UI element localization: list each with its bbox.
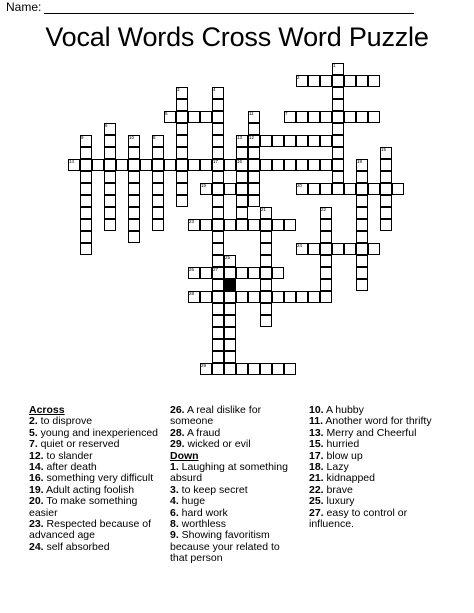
clue-text: quiet or reserved bbox=[37, 438, 120, 451]
grid-cell[interactable] bbox=[212, 135, 224, 147]
grid-cell[interactable] bbox=[212, 219, 224, 231]
grid-cell[interactable] bbox=[152, 183, 164, 195]
grid-cell[interactable] bbox=[212, 315, 224, 327]
clue-number-label: 28 bbox=[189, 291, 195, 296]
clue-text: huge bbox=[178, 495, 206, 508]
grid-cell[interactable] bbox=[80, 243, 92, 255]
grid-cell[interactable] bbox=[296, 111, 308, 123]
grid-cell[interactable] bbox=[272, 267, 284, 279]
clue-text: to keep secret bbox=[178, 483, 248, 496]
grid-cell[interactable] bbox=[200, 219, 212, 231]
grid-cell[interactable] bbox=[332, 111, 344, 123]
grid-cell[interactable] bbox=[248, 363, 260, 375]
grid-cell[interactable] bbox=[140, 159, 152, 171]
clue-text: young and inexperienced bbox=[37, 426, 159, 439]
clue-number-label: 1 bbox=[333, 63, 336, 68]
clue-text: blow up bbox=[323, 449, 363, 462]
grid-cell[interactable] bbox=[296, 291, 308, 303]
clue-text: kidnapped bbox=[323, 472, 375, 485]
clue-number: 14. bbox=[29, 461, 44, 474]
clue-number-label: 5 bbox=[165, 111, 168, 116]
clue-heading: Down bbox=[170, 449, 199, 462]
black-cell bbox=[224, 279, 236, 291]
grid-cell[interactable] bbox=[260, 267, 272, 279]
grid-cell[interactable] bbox=[200, 291, 212, 303]
clue-number: 10. bbox=[309, 404, 324, 416]
clue-text: hard work bbox=[178, 506, 228, 519]
grid-cell[interactable] bbox=[80, 219, 92, 231]
grid-cell[interactable] bbox=[248, 171, 260, 183]
grid-cell[interactable] bbox=[236, 147, 248, 159]
grid-cell[interactable] bbox=[344, 75, 356, 87]
grid-cell[interactable] bbox=[176, 183, 188, 195]
grid-cell[interactable] bbox=[284, 159, 296, 171]
clue-number: 21. bbox=[309, 472, 324, 485]
clue-number: 2. bbox=[29, 415, 38, 428]
grid-cell[interactable] bbox=[320, 183, 332, 195]
clue-number: 3. bbox=[170, 483, 179, 496]
grid-cell[interactable] bbox=[368, 183, 380, 195]
clue-number: 16. bbox=[29, 472, 44, 485]
clue-number-label: 3 bbox=[177, 87, 180, 92]
grid-cell[interactable] bbox=[332, 243, 344, 255]
grid-cell[interactable] bbox=[260, 315, 272, 327]
clue-number-label: 29 bbox=[201, 363, 207, 368]
grid-cell[interactable] bbox=[380, 159, 392, 171]
grid-cell[interactable] bbox=[224, 327, 236, 339]
clue-text: wicked or evil bbox=[184, 438, 251, 451]
grid-cell[interactable] bbox=[176, 135, 188, 147]
grid-cell[interactable] bbox=[212, 351, 224, 363]
grid-cell[interactable] bbox=[128, 207, 140, 219]
clue-number-label: 23 bbox=[189, 219, 195, 224]
clue-item bbox=[29, 519, 159, 542]
clue-number: 25. bbox=[309, 495, 324, 508]
grid-cell[interactable] bbox=[176, 147, 188, 159]
clue-number: 20. bbox=[29, 495, 44, 508]
clue-number: 9. bbox=[170, 529, 179, 542]
grid-cell[interactable] bbox=[260, 219, 272, 231]
grid-cell[interactable] bbox=[200, 159, 212, 171]
clue-text: Lazy bbox=[323, 461, 349, 474]
grid-cell[interactable] bbox=[224, 219, 236, 231]
grid-cell[interactable] bbox=[356, 183, 368, 195]
grid-cell[interactable] bbox=[260, 243, 272, 255]
grid-cell[interactable] bbox=[320, 267, 332, 279]
grid-cell[interactable] bbox=[308, 111, 320, 123]
clues-column-2 bbox=[170, 405, 300, 565]
grid-cell[interactable] bbox=[80, 147, 92, 159]
grid-cell[interactable] bbox=[320, 111, 332, 123]
clue-number: 15. bbox=[309, 438, 324, 451]
grid-cell[interactable] bbox=[212, 303, 224, 315]
grid-cell[interactable] bbox=[332, 159, 344, 171]
grid-cell[interactable] bbox=[284, 291, 296, 303]
grid-cell[interactable] bbox=[356, 279, 368, 291]
grid-cell[interactable] bbox=[332, 183, 344, 195]
grid-cell[interactable] bbox=[212, 171, 224, 183]
grid-cell[interactable] bbox=[224, 267, 236, 279]
clue-number-label: 25 bbox=[225, 255, 231, 260]
grid-cell[interactable] bbox=[212, 243, 224, 255]
grid-cell[interactable] bbox=[248, 147, 260, 159]
clue-number-label: 11 bbox=[249, 111, 254, 116]
grid-cell[interactable] bbox=[308, 75, 320, 87]
clue-number-label: 7 bbox=[285, 111, 288, 116]
clue-text: Adult acting foolish bbox=[43, 483, 135, 496]
clue-number-label: 22 bbox=[321, 207, 327, 212]
grid-cell[interactable] bbox=[212, 99, 224, 111]
grid-cell[interactable] bbox=[320, 135, 332, 147]
grid-cell[interactable] bbox=[212, 183, 224, 195]
grid-cell[interactable] bbox=[80, 207, 92, 219]
grid-cell[interactable] bbox=[320, 243, 332, 255]
grid-cell[interactable] bbox=[128, 231, 140, 243]
clue-number: 7. bbox=[29, 438, 38, 451]
grid-cell[interactable] bbox=[236, 171, 248, 183]
clue-number: 28. bbox=[170, 426, 185, 439]
grid-cell[interactable] bbox=[248, 219, 260, 231]
grid-cell[interactable] bbox=[200, 267, 212, 279]
clue-text: self absorbed bbox=[43, 540, 110, 553]
grid-cell[interactable] bbox=[308, 243, 320, 255]
grid-cell[interactable] bbox=[380, 219, 392, 231]
grid-cell[interactable] bbox=[152, 195, 164, 207]
grid-cell[interactable] bbox=[272, 291, 284, 303]
grid-cell[interactable] bbox=[332, 123, 344, 135]
clues-column-3 bbox=[309, 405, 449, 530]
grid-cell[interactable] bbox=[272, 135, 284, 147]
grid-cell[interactable] bbox=[344, 183, 356, 195]
grid-cell[interactable] bbox=[224, 363, 236, 375]
grid-cell[interactable] bbox=[356, 207, 368, 219]
grid-cell[interactable] bbox=[296, 135, 308, 147]
grid-cell[interactable] bbox=[248, 291, 260, 303]
grid-cell[interactable] bbox=[260, 231, 272, 243]
clue-number: 1. bbox=[170, 461, 179, 474]
grid-cell[interactable] bbox=[176, 111, 188, 123]
grid-cell[interactable] bbox=[104, 147, 116, 159]
grid-cell[interactable] bbox=[332, 171, 344, 183]
grid-cell[interactable] bbox=[128, 219, 140, 231]
grid-cell[interactable] bbox=[308, 291, 320, 303]
clue-number-label: 16 bbox=[237, 159, 243, 164]
grid-cell[interactable] bbox=[80, 195, 92, 207]
grid-cell[interactable] bbox=[116, 159, 128, 171]
clue-item bbox=[309, 508, 449, 531]
grid-cell[interactable] bbox=[212, 291, 224, 303]
clue-heading: Across bbox=[29, 404, 65, 416]
grid-cell[interactable] bbox=[248, 159, 260, 171]
clue-number-label: 9 bbox=[81, 135, 84, 140]
grid-cell[interactable] bbox=[320, 231, 332, 243]
grid-cell[interactable] bbox=[80, 171, 92, 183]
grid-cell[interactable] bbox=[332, 147, 344, 159]
grid-cell[interactable] bbox=[176, 171, 188, 183]
grid-cell[interactable] bbox=[128, 159, 140, 171]
grid-cell[interactable] bbox=[164, 159, 176, 171]
grid-cell[interactable] bbox=[80, 231, 92, 243]
grid-cell[interactable] bbox=[176, 123, 188, 135]
grid-cell[interactable] bbox=[272, 159, 284, 171]
grid-cell[interactable] bbox=[380, 207, 392, 219]
clue-number: 12. bbox=[29, 449, 44, 462]
grid-cell[interactable] bbox=[320, 255, 332, 267]
clue-number: 5. bbox=[29, 426, 38, 439]
grid-cell[interactable] bbox=[104, 135, 116, 147]
grid-cell[interactable] bbox=[368, 111, 380, 123]
grid-cell[interactable] bbox=[308, 135, 320, 147]
grid-cell[interactable] bbox=[356, 267, 368, 279]
grid-cell[interactable] bbox=[344, 243, 356, 255]
clue-text: brave bbox=[323, 483, 353, 496]
grid-cell[interactable] bbox=[212, 279, 224, 291]
grid-cell[interactable] bbox=[212, 195, 224, 207]
grid-cell[interactable] bbox=[224, 159, 236, 171]
grid-cell[interactable] bbox=[356, 255, 368, 267]
clue-number: 24. bbox=[29, 540, 44, 553]
grid-cell[interactable] bbox=[356, 219, 368, 231]
clue-number: 8. bbox=[170, 518, 179, 531]
clue-text: Respected because of advanced age bbox=[29, 518, 152, 542]
clue-number-label: 6 bbox=[105, 123, 108, 128]
grid-cell[interactable] bbox=[260, 135, 272, 147]
clue-number: 17. bbox=[309, 449, 324, 462]
grid-cell[interactable] bbox=[236, 363, 248, 375]
grid-cell[interactable] bbox=[260, 291, 272, 303]
clue-number: 11. bbox=[309, 415, 324, 428]
clue-number-label: 24 bbox=[297, 243, 303, 248]
grid-cell[interactable] bbox=[368, 243, 380, 255]
clue-number: 19. bbox=[29, 483, 44, 496]
grid-cell[interactable] bbox=[248, 195, 260, 207]
grid-cell[interactable] bbox=[368, 75, 380, 87]
grid-cell[interactable] bbox=[80, 159, 92, 171]
clue-text: after death bbox=[43, 461, 97, 474]
clue-item bbox=[170, 439, 300, 450]
grid-cell[interactable] bbox=[308, 159, 320, 171]
grid-cell[interactable] bbox=[152, 147, 164, 159]
grid-cell[interactable] bbox=[212, 327, 224, 339]
grid-cell[interactable] bbox=[212, 231, 224, 243]
grid-cell[interactable] bbox=[356, 171, 368, 183]
clue-number-label: 21 bbox=[261, 207, 267, 212]
grid-cell[interactable] bbox=[260, 363, 272, 375]
grid-cell[interactable] bbox=[200, 111, 212, 123]
grid-cell[interactable] bbox=[236, 291, 248, 303]
clue-text: luxury bbox=[323, 495, 355, 508]
grid-cell[interactable] bbox=[320, 159, 332, 171]
grid-cell[interactable] bbox=[344, 111, 356, 123]
grid-cell[interactable] bbox=[212, 147, 224, 159]
page-title: Vocal Words Cross Word Puzzle bbox=[45, 22, 429, 52]
clue-item bbox=[170, 530, 300, 564]
grid-cell[interactable] bbox=[92, 159, 104, 171]
grid-cell[interactable] bbox=[236, 195, 248, 207]
grid-cell[interactable] bbox=[104, 195, 116, 207]
grid-cell[interactable] bbox=[128, 171, 140, 183]
grid-cell[interactable] bbox=[320, 75, 332, 87]
clue-text: Another word for thrifty bbox=[323, 415, 432, 428]
grid-cell[interactable] bbox=[260, 303, 272, 315]
grid-cell[interactable] bbox=[296, 159, 308, 171]
grid-cell[interactable] bbox=[212, 123, 224, 135]
clue-item bbox=[170, 462, 300, 485]
name-label: Name: bbox=[6, 0, 42, 14]
clue-item bbox=[29, 496, 159, 519]
grid-cell[interactable] bbox=[320, 291, 332, 303]
grid-cell[interactable] bbox=[332, 75, 344, 87]
grid-cell[interactable] bbox=[272, 219, 284, 231]
clue-number-label: 10 bbox=[129, 135, 135, 140]
grid-cell[interactable] bbox=[188, 111, 200, 123]
clue-text: something very difficult bbox=[43, 472, 154, 485]
grid-cell[interactable] bbox=[128, 147, 140, 159]
grid-cell[interactable] bbox=[104, 183, 116, 195]
clue-item bbox=[29, 542, 159, 553]
clue-number: 4. bbox=[170, 495, 179, 508]
clue-number: 18. bbox=[309, 461, 324, 474]
grid-cell[interactable] bbox=[152, 219, 164, 231]
clue-number-label: 13 bbox=[237, 135, 243, 140]
clue-text: To make something easier bbox=[29, 495, 138, 519]
grid-cell[interactable] bbox=[356, 243, 368, 255]
grid-cell[interactable] bbox=[380, 171, 392, 183]
grid-cell[interactable] bbox=[224, 339, 236, 351]
grid-cell[interactable] bbox=[320, 219, 332, 231]
clue-number: 27. bbox=[309, 506, 324, 519]
clue-number-label: 20 bbox=[297, 183, 303, 188]
grid-cell[interactable] bbox=[224, 183, 236, 195]
grid-cell[interactable] bbox=[212, 111, 224, 123]
grid-cell[interactable] bbox=[212, 255, 224, 267]
clue-number-label: 8 bbox=[153, 135, 156, 140]
grid-cell[interactable] bbox=[356, 75, 368, 87]
grid-cell[interactable] bbox=[236, 183, 248, 195]
clue-text: A hubby bbox=[323, 404, 364, 416]
clue-number: 29. bbox=[170, 438, 185, 451]
clue-text: to slander bbox=[43, 449, 93, 462]
grid-cell[interactable] bbox=[224, 303, 236, 315]
grid-cell[interactable] bbox=[260, 255, 272, 267]
clue-number-label: 27 bbox=[213, 267, 219, 272]
grid-cell[interactable] bbox=[224, 291, 236, 303]
grid-cell[interactable] bbox=[128, 195, 140, 207]
clue-text: Laughing at something absurd bbox=[170, 461, 288, 485]
grid-cell[interactable] bbox=[212, 207, 224, 219]
grid-cell[interactable] bbox=[152, 171, 164, 183]
clue-number-label: 14 bbox=[69, 159, 75, 164]
grid-cell[interactable] bbox=[308, 183, 320, 195]
grid-cell[interactable] bbox=[284, 363, 296, 375]
grid-cell[interactable] bbox=[176, 99, 188, 111]
clue-number: 13. bbox=[309, 426, 324, 439]
grid-cell[interactable] bbox=[392, 183, 404, 195]
grid-cell[interactable] bbox=[188, 159, 200, 171]
clues-column-1 bbox=[29, 405, 159, 553]
clue-text: Showing favoritism because your related to that person bbox=[170, 529, 280, 565]
grid-cell[interactable] bbox=[248, 123, 260, 135]
clue-item bbox=[170, 405, 300, 428]
clue-number-label: 19 bbox=[201, 183, 207, 188]
clue-text: A real dislike for someone bbox=[170, 404, 262, 428]
grid-cell[interactable] bbox=[104, 207, 116, 219]
grid-cell[interactable] bbox=[260, 159, 272, 171]
clue-text: to disprove bbox=[37, 415, 93, 428]
clue-number: 22. bbox=[309, 483, 324, 496]
grid-cell[interactable] bbox=[176, 159, 188, 171]
clue-number: 23. bbox=[29, 518, 44, 531]
grid-cell[interactable] bbox=[104, 219, 116, 231]
grid-cell[interactable] bbox=[224, 351, 236, 363]
grid-cell[interactable] bbox=[332, 99, 344, 111]
clue-number: 6. bbox=[170, 506, 179, 519]
grid-cell[interactable] bbox=[356, 231, 368, 243]
grid-cell[interactable] bbox=[380, 183, 392, 195]
grid-cell[interactable] bbox=[332, 135, 344, 147]
clue-number-label: 12 bbox=[249, 135, 255, 140]
grid-cell[interactable] bbox=[260, 279, 272, 291]
clue-number-label: 26 bbox=[189, 267, 195, 272]
grid-cell[interactable] bbox=[356, 195, 368, 207]
grid-cell[interactable] bbox=[212, 339, 224, 351]
clue-text: A fraud bbox=[184, 426, 221, 439]
grid-cell[interactable] bbox=[128, 183, 140, 195]
clue-number-label: 18 bbox=[357, 159, 363, 164]
grid-cell[interactable] bbox=[236, 267, 248, 279]
clue-number-label: 15 bbox=[381, 147, 387, 152]
grid-cell[interactable] bbox=[332, 87, 344, 99]
grid-cell[interactable] bbox=[176, 195, 188, 207]
clue-number-label: 4 bbox=[213, 87, 216, 92]
grid-cell[interactable] bbox=[248, 267, 260, 279]
clue-number: 26. bbox=[170, 404, 185, 416]
grid-cell[interactable] bbox=[80, 183, 92, 195]
grid-cell[interactable] bbox=[284, 135, 296, 147]
grid-cell[interactable] bbox=[212, 363, 224, 375]
clue-number-label: 2 bbox=[297, 75, 300, 80]
grid-cell[interactable] bbox=[104, 159, 116, 171]
grid-cell[interactable] bbox=[284, 219, 296, 231]
clue-text: worthless bbox=[178, 518, 227, 531]
grid-cell[interactable] bbox=[152, 159, 164, 171]
grid-cell[interactable] bbox=[152, 207, 164, 219]
clue-number-label: 17 bbox=[213, 159, 219, 164]
grid-cell[interactable] bbox=[236, 207, 248, 219]
grid-cell[interactable] bbox=[248, 183, 260, 195]
grid-cell[interactable] bbox=[224, 315, 236, 327]
grid-cell[interactable] bbox=[320, 279, 332, 291]
clue-text: easy to control or influence. bbox=[309, 506, 408, 531]
grid-cell[interactable] bbox=[104, 171, 116, 183]
clue-text: hurried bbox=[323, 438, 360, 451]
grid-cell[interactable] bbox=[380, 195, 392, 207]
grid-cell[interactable] bbox=[356, 111, 368, 123]
clue-text: Merry and Cheerful bbox=[323, 426, 417, 439]
grid-cell[interactable] bbox=[236, 219, 248, 231]
grid-cell[interactable] bbox=[272, 363, 284, 375]
